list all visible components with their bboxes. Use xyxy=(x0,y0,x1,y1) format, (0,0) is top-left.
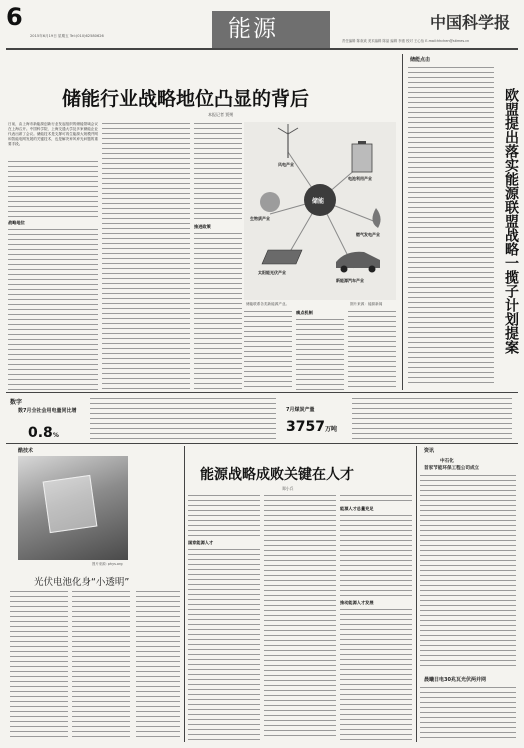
tech-body-right xyxy=(72,590,130,740)
feature-col3b xyxy=(340,514,412,598)
lead-body-col1 xyxy=(8,160,98,218)
tech-photo-credit: 图片来源: phys.org xyxy=(92,562,123,566)
stat1-number: 0.8 xyxy=(28,425,53,441)
lead-body-col4 xyxy=(244,310,292,390)
feature-subhead-1: 国家能源人才 xyxy=(188,540,214,545)
editor-line: 责任编辑 陈欢欢 美术编辑 陈晶 编辑 李惠 校对 王心怡 E-mail:hhchen@stimes.cn xyxy=(342,39,470,43)
node-solar: 太阳能光伏产业 xyxy=(258,270,286,275)
lead-subhead-2: 推进政策 xyxy=(194,224,211,229)
news-item1-body xyxy=(420,474,516,670)
feature-col2 xyxy=(264,494,336,740)
feature-col3 xyxy=(340,494,412,504)
date-line: 2015年6月19日 星期五 Tel:(010)62580626 xyxy=(30,34,104,38)
feature-byline: 郑小兵 xyxy=(282,486,294,491)
energy-diagram xyxy=(244,122,396,300)
tech-photo xyxy=(18,456,128,560)
stat2-number: 3757 xyxy=(286,419,325,435)
lead-body-col3 xyxy=(194,122,242,222)
node-battery: 电池利用产业 xyxy=(348,176,372,181)
brand-logo: 中国科学报 xyxy=(430,13,511,32)
diagram-credit: 图片来源：能源新闻 xyxy=(350,302,383,306)
stat2-body xyxy=(352,397,512,439)
lead-body-col1b xyxy=(8,228,98,390)
solar-panel-icon xyxy=(262,250,302,264)
stat2-label: 7月煤炭产量 xyxy=(286,407,315,413)
node-biomass: 生物质产业 xyxy=(250,216,270,221)
stat1-value xyxy=(28,422,59,441)
lead-body-col5 xyxy=(296,318,344,390)
news-item1-subtitle: 首家节能环保工程公司成立 xyxy=(424,466,480,471)
battery-icon xyxy=(352,144,372,172)
diagram-caption: 储能联系各类新能源产业。 xyxy=(246,302,290,306)
side-head: 储能点击 xyxy=(410,57,431,63)
diagram-center-label: 储能 xyxy=(312,198,325,205)
electric-car-icon xyxy=(336,252,380,273)
news-label: 资讯 xyxy=(424,448,435,454)
lead-title: 储能行业战略地位凸显的背后 xyxy=(62,88,310,110)
news-item2-body xyxy=(420,686,516,740)
side-vertical-headline: 欧盟提出落实能源联盟战略一揽子计划提案 xyxy=(503,88,519,354)
transparent-cell-icon xyxy=(43,475,98,533)
feature-title: 能源战略成败关键在人才 xyxy=(200,467,354,483)
stat2-unit: 万吨 xyxy=(324,426,337,433)
feature-col1b xyxy=(188,548,260,740)
lead-subhead-3: 痛点机制 xyxy=(296,310,313,315)
stat1-body xyxy=(90,397,276,439)
tech-body-left xyxy=(10,590,68,740)
stat1-label: 数7月全社会用电量同比增 xyxy=(18,408,77,414)
news-item1-title: 中石化 xyxy=(440,459,454,464)
news-item2-title: 晨曦日电30兆瓦光伏两并网 xyxy=(424,677,486,683)
section-title: 能源 xyxy=(228,16,278,42)
tech-title: 光伏电池化身“小透明” xyxy=(34,577,130,588)
feature-col3c xyxy=(340,608,412,740)
tech-body-col3 xyxy=(136,590,180,740)
wind-turbine-icon xyxy=(278,124,298,158)
lead-body-col3b xyxy=(194,232,242,390)
lead-subhead-1: 战略地位 xyxy=(8,220,25,225)
lead-body-col2 xyxy=(102,122,190,390)
node-wind: 风电产业 xyxy=(278,162,294,167)
feature-subhead-2: 能源人才总量充足 xyxy=(340,506,374,511)
feature-subhead-3: 推动能源人才发展 xyxy=(340,600,374,605)
biomass-icon xyxy=(260,192,280,212)
data-label: 数字 xyxy=(10,399,23,406)
stat2-value xyxy=(286,416,337,435)
lead-body-col6 xyxy=(348,310,396,390)
tech-label: 酷技术 xyxy=(18,448,34,454)
node-ev: 新能源汽车产业 xyxy=(336,278,364,283)
lead-byline: 本报记者 贾朔 xyxy=(208,112,234,117)
gas-flame-icon xyxy=(372,208,380,228)
page-number: 6 xyxy=(6,3,23,31)
feature-col1 xyxy=(188,494,260,538)
stat1-unit: % xyxy=(52,432,59,439)
node-gas: 燃气发电产业 xyxy=(356,232,380,237)
lead-body-intro: 日前，由上海市新能源创新行业发起组织的储能领域会议在上海召开。中国科学院、上海交通大学及多家储能企业代表出席了会议。储能技术是支撑可再生能源大规模并网和智能电网发展的关键技术，也是解决弃风弃光问题的重要手段。 xyxy=(8,122,98,146)
side-body xyxy=(408,66,494,386)
